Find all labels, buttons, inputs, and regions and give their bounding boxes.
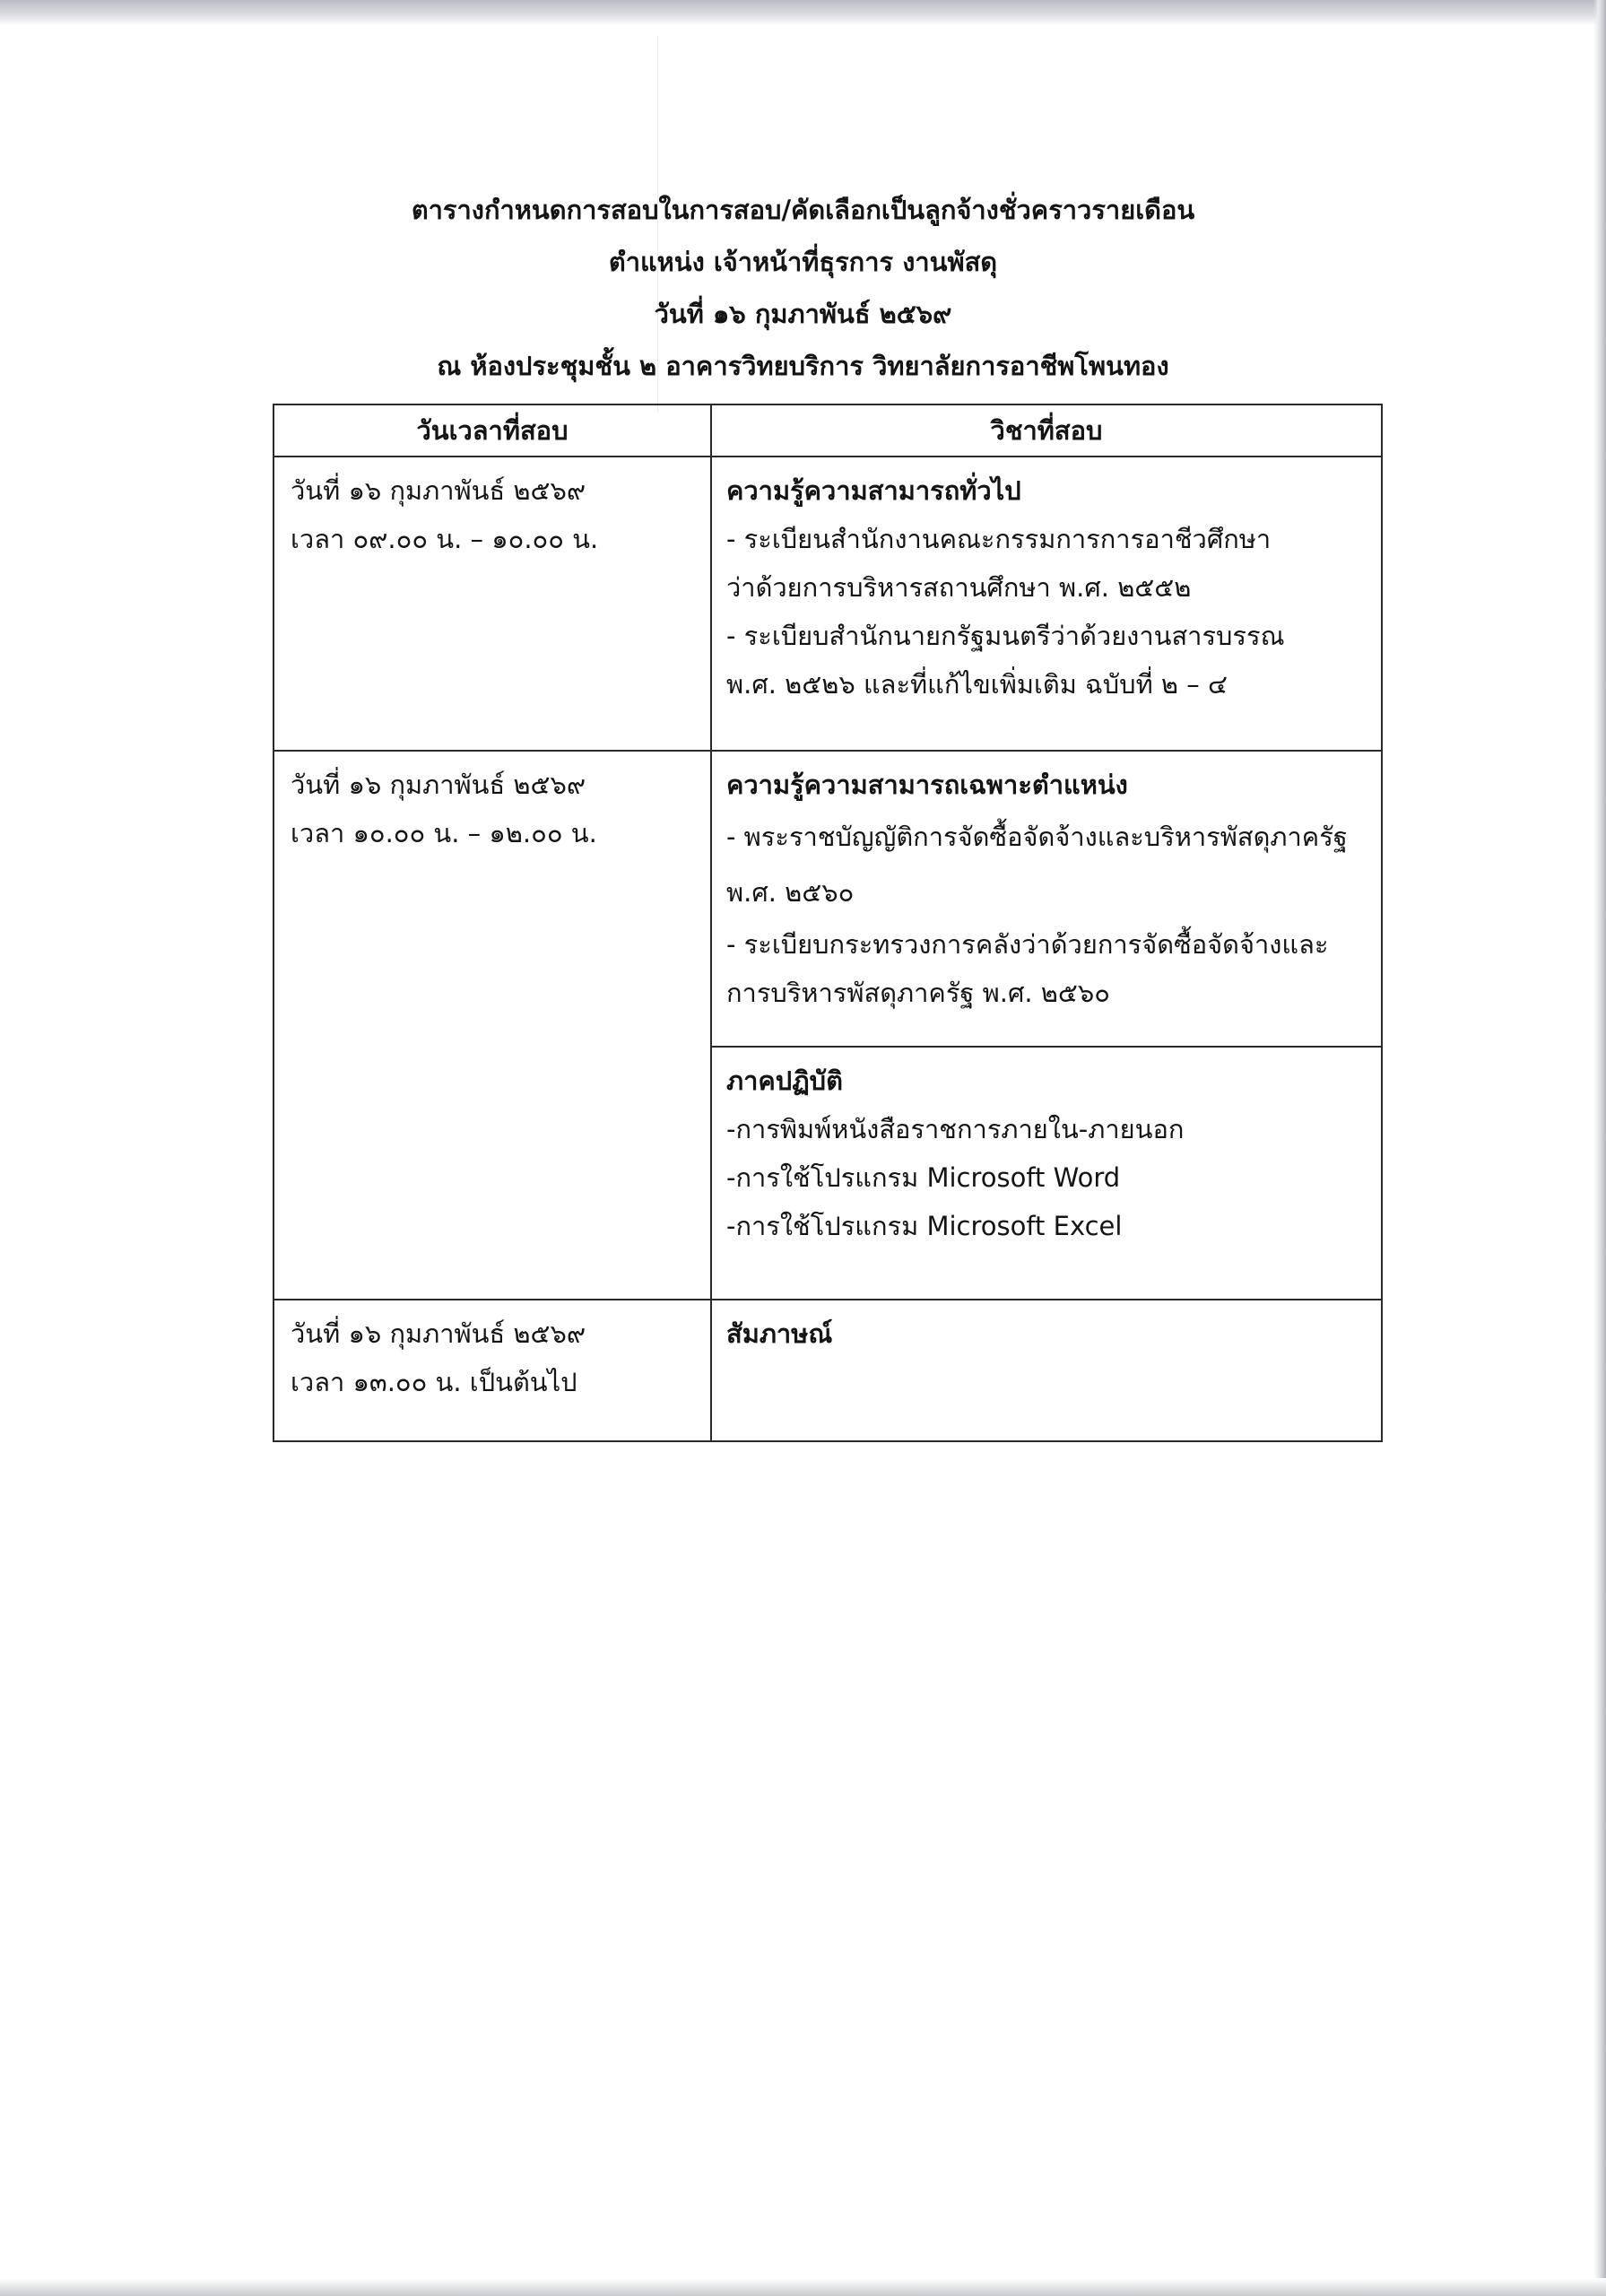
exam-time: เวลา ๐๙.๐๐ น. – ๑๐.๐๐ น. [291, 524, 599, 554]
heading-title: ตารางกำหนดการสอบในการสอบ/คัดเลือกเป็นลูกจ้างชั่วคราวรายเดือน [411, 195, 1195, 225]
practical-line: -การใช้โปรแกรม Microsoft Word [726, 1162, 1121, 1193]
exam-date: วันที่ ๑๖ กุมภาพันธ์ ๒๕๖๙ [291, 1318, 586, 1349]
exam-datetime-cell [273, 1300, 711, 1441]
practical-subject-cell [711, 1047, 1382, 1300]
table-row [273, 1300, 1382, 1441]
exam-schedule-table [273, 404, 1383, 1442]
exam-date: วันที่ ๑๖ กุมภาพันธ์ ๒๕๖๙ [291, 475, 586, 506]
exam-datetime-cell [273, 457, 711, 751]
practical-line: -การใช้โปรแกรม Microsoft Excel [726, 1211, 1123, 1241]
exam-datetime-cell [273, 751, 711, 1300]
subject-line: - ระเบียบกระทรวงการคลังว่าด้วยการจัดซื้อจัดจ้างและ [726, 929, 1329, 960]
heading-position: ตำแหน่ง เจ้าหน้าที่ธุรการ งานพัสดุ [608, 247, 998, 277]
exam-subject-cell [711, 457, 1382, 751]
exam-subject-cell [711, 1300, 1382, 1441]
heading-date: วันที่ ๑๖ กุมภาพันธ์ ๒๕๖๙ [654, 299, 952, 329]
table-header-row [273, 404, 1382, 457]
header-exam-subject: วิชาที่สอบ [711, 404, 1382, 457]
scan-bottom-edge [0, 2278, 1606, 2296]
exam-subject-cell [711, 751, 1382, 1047]
table-row [273, 457, 1382, 751]
exam-date: วันที่ ๑๖ กุมภาพันธ์ ๒๕๖๙ [291, 770, 586, 800]
heading-venue: ณ ห้องประชุมชั้น ๒ อาคารวิทยบริการ วิทยาลัยการอาชีพโพนทอง [437, 351, 1169, 381]
header-exam-datetime: วันเวลาที่สอบ [273, 404, 711, 457]
subject-title: ความรู้ความสามารถทั่วไป [726, 475, 1021, 506]
subject-title: สัมภาษณ์ [726, 1318, 833, 1349]
exam-time: เวลา ๑๐.๐๐ น. – ๑๒.๐๐ น. [291, 818, 597, 848]
exam-time: เวลา ๑๓.๐๐ น. เป็นต้นไป [291, 1367, 577, 1397]
scan-top-edge [0, 0, 1606, 25]
subject-line: ว่าด้วยการบริหารสถานศึกษา พ.ศ. ๒๕๕๒ [726, 572, 1192, 603]
table-row [273, 751, 1382, 1047]
subject-line: พ.ศ. ๒๕๒๖ และที่แก้ไขเพิ่มเติม ฉบับที่ ๒ – ๔ [726, 669, 1228, 700]
subject-line: - ระเบียนสำนักงานคณะกรรมการการอาชีวศึกษา [726, 524, 1272, 554]
subject-line: การบริหารพัสดุภาครัฐ พ.ศ. ๒๕๖๐ [726, 978, 1110, 1008]
subject-line: - พระราชบัญญัติการจัดซื้อจัดจ้างและบริหารพัสดุภาครัฐ [726, 822, 1348, 852]
subject-line: พ.ศ. ๒๕๖๐ [726, 877, 855, 908]
practical-line: -การพิมพ์หนังสือราชการภายใน-ภายนอก [726, 1114, 1185, 1144]
subject-title: ความรู้ความสามารถเฉพาะตำแหน่ง [726, 770, 1128, 800]
subject-line: - ระเบียบสำนักนายกรัฐมนตรีว่าด้วยงานสารบรรณ [726, 621, 1285, 651]
document-heading [0, 184, 1606, 392]
practical-title: ภาคปฏิบัติ [726, 1065, 843, 1096]
